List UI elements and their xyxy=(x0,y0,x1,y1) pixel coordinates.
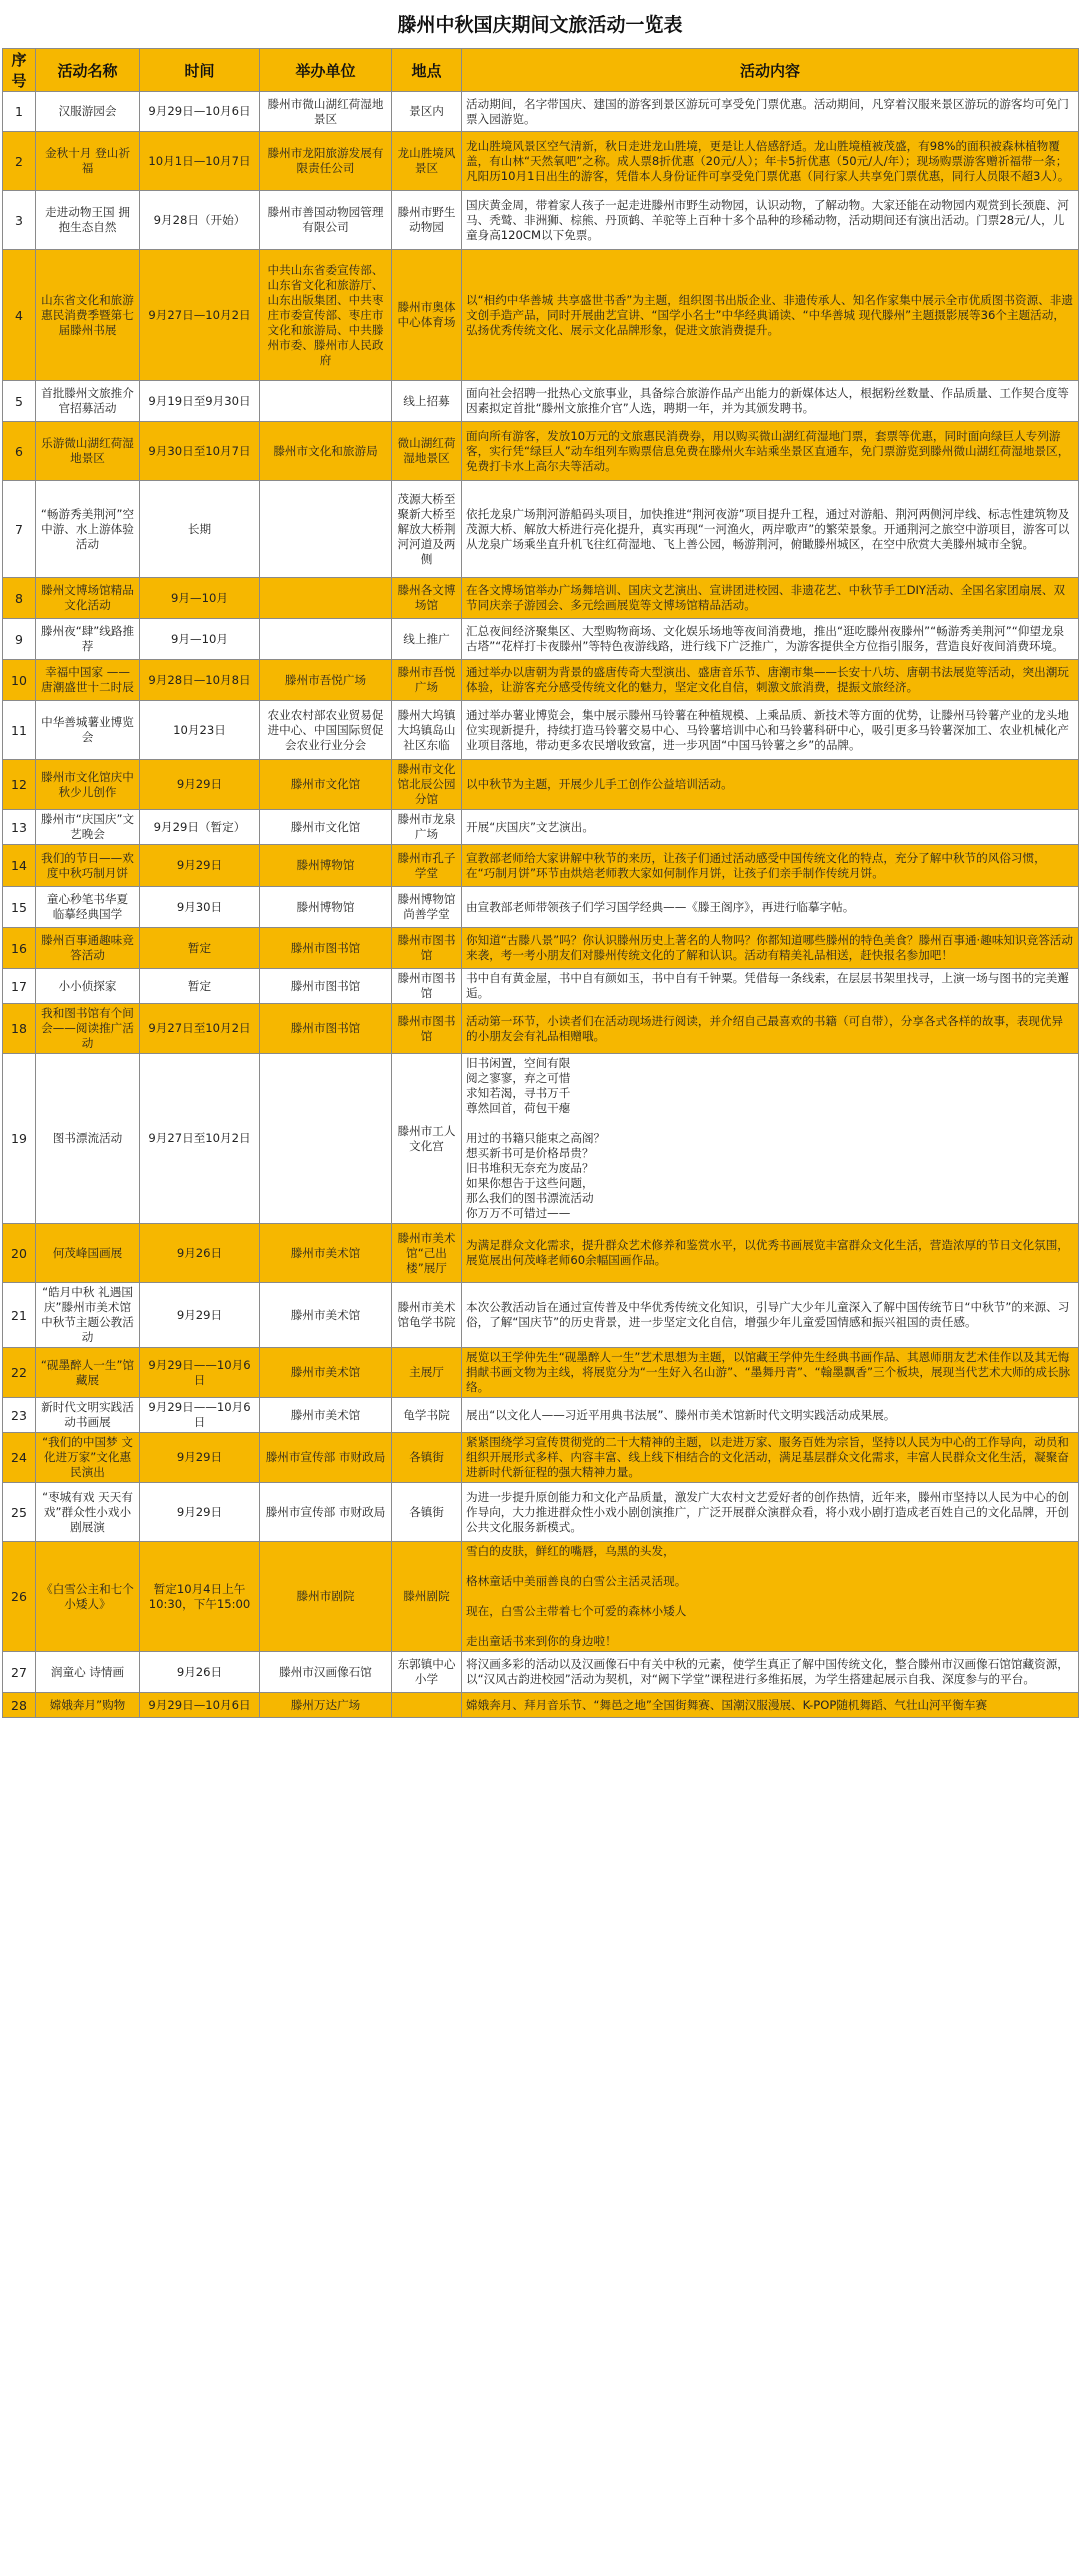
table-cell-place: 滕州市奥体中心体育场 xyxy=(392,250,462,381)
table-row xyxy=(3,191,1079,250)
table-cell-place: 线上招募 xyxy=(392,381,462,422)
table-cell-time: 9月19日至9月30日 xyxy=(140,381,260,422)
table-cell-content: 由宣教部老师带领孩子们学习国学经典——《滕王阁序》，再进行临摹字帖。 xyxy=(462,887,1079,928)
table-cell-place: 龙山胜境风景区 xyxy=(392,132,462,191)
table-cell-time: 9月29日 xyxy=(140,845,260,887)
table-cell-name: 新时代文明实践活动书画展 xyxy=(36,1398,140,1433)
table-cell-no: 2 xyxy=(3,132,36,191)
table-cell-no: 3 xyxy=(3,191,36,250)
table-cell-org: 滕州万达广场 xyxy=(260,1693,392,1718)
table-row xyxy=(3,928,1079,969)
table-cell-time: 9月26日 xyxy=(140,1224,260,1283)
table-cell-no: 23 xyxy=(3,1398,36,1433)
table-cell-no: 11 xyxy=(3,701,36,760)
header-time: 时间 xyxy=(140,49,260,92)
table-cell-name: 走进动物王国 拥抱生态自然 xyxy=(36,191,140,250)
table-body xyxy=(3,92,1079,1718)
table-cell-org: 中共山东省委宣传部、山东省文化和旅游厅、山东出版集团、中共枣庄市委宣传部、枣庄市文化和旅游局、中共滕州市委、滕州市人民政府 xyxy=(260,250,392,381)
table-row xyxy=(3,1542,1079,1652)
table-cell-time: 暂定10月4日上午10:30，下午15:00 xyxy=(140,1542,260,1652)
table-row xyxy=(3,701,1079,760)
table-row xyxy=(3,1398,1079,1433)
table-cell-time: 9月29日——10月6日 xyxy=(140,1398,260,1433)
table-cell-time: 暂定 xyxy=(140,928,260,969)
table-cell-place: 滕州市文化馆北辰公园分馆 xyxy=(392,760,462,810)
table-cell-place: 滕州博物馆尚善学堂 xyxy=(392,887,462,928)
header-content: 活动内容 xyxy=(462,49,1079,92)
table-cell-no: 8 xyxy=(3,578,36,619)
table-cell-place: 滕州市图书馆 xyxy=(392,969,462,1004)
table-cell-time: 9月28日（开始） xyxy=(140,191,260,250)
table-cell-name: 山东省文化和旅游惠民消费季暨第七届滕州书展 xyxy=(36,250,140,381)
table-cell-org: 滕州市剧院 xyxy=(260,1542,392,1652)
table-cell-content: 本次公教活动旨在通过宣传普及中华优秀传统文化知识，引导广大少年儿童深入了解中国传统节日“中秋节”的来源、习俗，了解“国庆节”的历史背景，进一步坚定文化自信，增强少年儿童爱国情感和振兴祖国的责任感。 xyxy=(462,1283,1079,1348)
table-cell-content: 依托龙泉广场荆河游船码头项目，加快推进“荆河夜游”项目提升工程，通过对游船、荆河两侧河岸线、标志性建筑物及茂源大桥、解放大桥进行亮化提升，真实再现“一河渔火，两岸歌声”的繁荣景象。开通荆河之旅空中游项目，游客可以从龙泉广场乘坐直升机飞往红荷湿地、飞上善公园，畅游荆河，俯瞰滕州城区，在空中欣赏大美滕州城市全貌。 xyxy=(462,481,1079,578)
table-cell-org: 滕州市微山湖红荷湿地景区 xyxy=(260,92,392,132)
table-cell-name: 图书漂流活动 xyxy=(36,1054,140,1224)
table-cell-place: 滕州市野生动物园 xyxy=(392,191,462,250)
table-cell-org xyxy=(260,578,392,619)
table-row xyxy=(3,1283,1079,1348)
table-cell-org: 滕州市宣传部 市财政局 xyxy=(260,1433,392,1483)
table-cell-no: 28 xyxy=(3,1693,36,1718)
table-cell-place: 各镇街 xyxy=(392,1483,462,1542)
table-cell-place: 微山湖红荷湿地景区 xyxy=(392,422,462,481)
table-cell-org: 滕州市龙阳旅游发展有限责任公司 xyxy=(260,132,392,191)
table-cell-org xyxy=(260,619,392,660)
table-row xyxy=(3,132,1079,191)
table-cell-content: 通过举办薯业博览会，集中展示滕州马铃薯在种植规模、上乘品质、新技术等方面的优势，让滕州马铃薯产业的龙头地位实现新提升，持续打造马铃薯交易中心、马铃薯培训中心和马铃薯科研中心，吸引更多马铃薯深加工、农业机械化产业项目落地，带动更多农民增收致富，进一步巩固“中国马铃薯之乡”的品牌。 xyxy=(462,701,1079,760)
table-cell-org: 滕州市美术馆 xyxy=(260,1398,392,1433)
table-cell-no: 14 xyxy=(3,845,36,887)
table-cell-org: 滕州博物馆 xyxy=(260,887,392,928)
table-cell-no: 10 xyxy=(3,660,36,701)
table-cell-place: 滕州市工人文化宫 xyxy=(392,1054,462,1224)
table-cell-org: 滕州市文化馆 xyxy=(260,760,392,810)
header-org: 举办单位 xyxy=(260,49,392,92)
table-row xyxy=(3,1433,1079,1483)
table-cell-time: 长期 xyxy=(140,481,260,578)
table-cell-name: 何茂峰国画展 xyxy=(36,1224,140,1283)
table-cell-org xyxy=(260,1054,392,1224)
table-cell-org: 滕州市文化馆 xyxy=(260,810,392,845)
table-cell-place: 滕州市美术馆“己出楼”展厅 xyxy=(392,1224,462,1283)
table-cell-content: 活动期间，名字带国庆、建国的游客到景区游玩可享受免门票优惠。活动期间，凡穿着汉服来景区游玩的游客均可免门票入园游览。 xyxy=(462,92,1079,132)
table-cell-content: 面向所有游客，发放10万元的文旅惠民消费券，用以购买微山湖红荷湿地门票，套票等优惠，同时面向绿巨人专列游客，实行凭“绿巨人”动车组列车购票信息免费在滕州火车站乘坐景区直通车，免门票游览到滕州微山湖红荷湿地景区，免费打卡水上高尔夫等活动。 xyxy=(462,422,1079,481)
table-cell-no: 21 xyxy=(3,1283,36,1348)
table-cell-no: 1 xyxy=(3,92,36,132)
header-name: 活动名称 xyxy=(36,49,140,92)
table-row xyxy=(3,1224,1079,1283)
table-cell-no: 13 xyxy=(3,810,36,845)
table-cell-no: 18 xyxy=(3,1004,36,1054)
table-cell-name: 滕州百事通趣味竞答活动 xyxy=(36,928,140,969)
table-row xyxy=(3,1054,1079,1224)
table-cell-name: 幸福中国家 ——唐潮盛世十二时辰 xyxy=(36,660,140,701)
table-cell-content: 开展“庆国庆”文艺演出。 xyxy=(462,810,1079,845)
table-cell-time: 9月26日 xyxy=(140,1652,260,1693)
table-cell-content: 宣教部老师给大家讲解中秋节的来历，让孩子们通过活动感受中国传统文化的特点，充分了解中秋节的风俗习惯，在“巧制月饼”环节由烘焙老师教大家如何制作月饼，让孩子们亲手制作传统月饼。 xyxy=(462,845,1079,887)
table-cell-time: 9月—10月 xyxy=(140,578,260,619)
table-cell-content: 国庆黄金周，带着家人孩子一起走进滕州市野生动物园，认识动物，了解动物。大家还能在动物园内观赏到长颈鹿、河马、秃鹫、非洲狮、棕熊、丹顶鹤、羊驼等上百种十多个品种的珍稀动物，活动期间还有演出活动。门票28元/人，儿童身高120CM以下免票。 xyxy=(462,191,1079,250)
table-cell-content: 以“相约中华善城 共享盛世书香”为主题，组织图书出版企业、非遗传承人、知名作家集中展示全市优质图书资源、非遗文创手造产品，同时开展曲艺宣讲、“国学小名士”中华经典诵读、“中华善城 现代滕州”主题摄影展等36个主题活动，弘扬优秀传统文化、展示文化品牌形象，促进文旅消费提升。 xyxy=(462,250,1079,381)
table-row xyxy=(3,887,1079,928)
table-header-row xyxy=(3,49,1079,92)
table-cell-place xyxy=(392,1693,462,1718)
table-row xyxy=(3,422,1079,481)
table-cell-no: 9 xyxy=(3,619,36,660)
table-cell-content: 书中自有黄金屋，书中自有颜如玉，书中自有千钟粟。凭借每一条线索，在层层书架里找寻，上演一场与图书的完美邂逅。 xyxy=(462,969,1079,1004)
table-cell-name: 我们的节日——欢度中秋巧制月饼 xyxy=(36,845,140,887)
table-cell-name: 汉服游园会 xyxy=(36,92,140,132)
table-cell-content: 旧书闲置，空间有限 阅之寥寥，弃之可惜 求知若渴，寻书万千 尊然回首，荷包干瘪 用过的书籍只能束之高阁？ 想买新书可是价格昂贵？ 旧书堆积无奈充为废品？ 如果你想告于这些问题， 那么我们的图书漂流活动 你万万不可错过—— xyxy=(462,1054,1079,1224)
table-cell-place: 主展厅 xyxy=(392,1348,462,1398)
table-cell-time: 9月29日——10月6日 xyxy=(140,1348,260,1398)
table-cell-time: 9月29日 xyxy=(140,1483,260,1542)
table-cell-time: 9月28日—10月8日 xyxy=(140,660,260,701)
table-cell-place: 景区内 xyxy=(392,92,462,132)
table-cell-org: 滕州市吾悦广场 xyxy=(260,660,392,701)
table-cell-content: 展出“以文化人——习近平用典书法展”、滕州市美术馆新时代文明实践活动成果展。 xyxy=(462,1398,1079,1433)
table-cell-org: 农业农村部农业贸易促进中心、中国国际贸促会农业行业分会 xyxy=(260,701,392,760)
table-cell-place: 滕州市图书馆 xyxy=(392,928,462,969)
table-cell-org: 滕州市文化和旅游局 xyxy=(260,422,392,481)
table-cell-org: 滕州市图书馆 xyxy=(260,969,392,1004)
table-cell-no: 25 xyxy=(3,1483,36,1542)
table-cell-time: 9月29日 xyxy=(140,760,260,810)
table-cell-place: 滕州市孔子学堂 xyxy=(392,845,462,887)
table-cell-no: 19 xyxy=(3,1054,36,1224)
table-cell-name: 我和图书馆有个间会——阅读推广活动 xyxy=(36,1004,140,1054)
table-cell-name: 金秋十月 登山祈福 xyxy=(36,132,140,191)
table-cell-place: 龟学书院 xyxy=(392,1398,462,1433)
table-cell-place: 滕州各文博场馆 xyxy=(392,578,462,619)
table-cell-name: 乐游微山湖红荷湿地景区 xyxy=(36,422,140,481)
table-cell-time: 9月27日—10月2日 xyxy=(140,250,260,381)
activity-table xyxy=(2,48,1079,1718)
table-row xyxy=(3,1004,1079,1054)
table-cell-no: 22 xyxy=(3,1348,36,1398)
table-cell-content: 展览以王学仲先生“砚墨醉人一生”艺术思想为主题，以馆藏王学仲先生经典书画作品、其恩师朋友艺术佳作以及其无悔捐献书画文物为主线，将展览分为“一生好入名山游”、“墨舞丹青”、“翰墨飘香”三个板块，展现当代艺术大师的成长脉络。 xyxy=(462,1348,1079,1398)
table-cell-content: 为满足群众文化需求，提升群众艺术修养和鉴赏水平，以优秀书画展览丰富群众文化生活，营造浓厚的节日文化氛围，展览展出何茂峰老师60余幅国画作品。 xyxy=(462,1224,1079,1283)
table-cell-org: 滕州博物馆 xyxy=(260,845,392,887)
table-row xyxy=(3,250,1079,381)
table-cell-time: 9月30日至10月7日 xyxy=(140,422,260,481)
table-cell-content: 在各文博场馆举办广场舞培训、国庆文艺演出、宣讲团进校园、非遗花艺、中秋节手工DIY活动、全国名家团扇展、双节同庆亲子游园会、多元绘画展览等文博场馆精品活动。 xyxy=(462,578,1079,619)
table-cell-name: 首批滕州文旅推介官招募活动 xyxy=(36,381,140,422)
table-row xyxy=(3,969,1079,1004)
table-cell-org: 滕州市美术馆 xyxy=(260,1224,392,1283)
table-cell-name: 滕州市文化馆庆中秋少儿创作 xyxy=(36,760,140,810)
table-cell-org: 滕州市图书馆 xyxy=(260,1004,392,1054)
table-cell-org: 滕州市美术馆 xyxy=(260,1283,392,1348)
table-cell-name: 滕州文博场馆精品文化活动 xyxy=(36,578,140,619)
table-cell-name: 滕州市“庆国庆”文艺晚会 xyxy=(36,810,140,845)
table-cell-content: 雪白的皮肤，鲜红的嘴唇，乌黑的头发， 格林童话中美丽善良的白雪公主活灵活现。 现在，白雪公主带着七个可爱的森林小矮人 走出童话书来到你的身边啦！ xyxy=(462,1542,1079,1652)
table-cell-place: 滕州市图书馆 xyxy=(392,1004,462,1054)
table-cell-place: 滕州市美术馆龟学书院 xyxy=(392,1283,462,1348)
table-row xyxy=(3,760,1079,810)
table-cell-time: 10月1日—10月7日 xyxy=(140,132,260,191)
table-cell-name: 润童心 诗情画 xyxy=(36,1652,140,1693)
table-cell-name: 嫦娥奔月”购物 xyxy=(36,1693,140,1718)
table-cell-name: 童心秒笔书华夏 临摹经典国学 xyxy=(36,887,140,928)
table-cell-time: 10月23日 xyxy=(140,701,260,760)
table-cell-org xyxy=(260,381,392,422)
table-cell-content: 通过举办以唐朝为背景的盛唐传奇大型演出、盛唐音乐节、唐潮市集——长安十八坊、唐朝书法展览等活动，突出潮玩体验，让游客充分感受传统文化的魅力，坚定文化自信，刺激文旅消费，提振文旅经济。 xyxy=(462,660,1079,701)
table-cell-org: 滕州市汉画像石馆 xyxy=(260,1652,392,1693)
table-cell-place: 线上推广 xyxy=(392,619,462,660)
table-cell-no: 12 xyxy=(3,760,36,810)
table-cell-name: “我们的中国梦 文化进万家”文化惠民演出 xyxy=(36,1433,140,1483)
table-row xyxy=(3,1652,1079,1693)
table-cell-content: 活动第一环节，小读者们在活动现场进行阅读，并介绍自己最喜欢的书籍（可自带），分享各式各样的故事，表现优异的小朋友会有礼品相赠哦。 xyxy=(462,1004,1079,1054)
table-cell-time: 9月—10月 xyxy=(140,619,260,660)
table-cell-no: 24 xyxy=(3,1433,36,1483)
header-no: 序号 xyxy=(3,49,36,92)
table-cell-content: 紧紧围绕学习宣传贯彻党的二十大精神的主题，以走进万家、服务百姓为宗旨，坚持以人民为中心的工作导向，动员和组织开展形式多样、内容丰富、线上线下相结合的文化活动，满足基层群众文化需求，丰富人民群众文化生活，凝聚奋进新时代新征程的强大精神力量。 xyxy=(462,1433,1079,1483)
table-cell-name: “皓月中秋 礼遇国庆”滕州市美术馆中秋节主题公教活动 xyxy=(36,1283,140,1348)
table-cell-content: 面向社会招聘一批热心文旅事业，具备综合旅游作品产出能力的新媒体达人，根据粉丝数量、作品质量、工作契合度等因素拟定首批“滕州文旅推介官”人选，聘期一年，并为其颁发聘书。 xyxy=(462,381,1079,422)
table-cell-time: 9月27日至10月2日 xyxy=(140,1054,260,1224)
table-row xyxy=(3,381,1079,422)
table-cell-content: 你知道“古滕八景”吗？你认识滕州历史上著名的人物吗？你都知道哪些滕州的特色美食？滕州百事通·趣味知识竞答活动来袭，考一考小朋友们对滕州传统文化的了解和认识。活动有精美礼品相送，赶快报名参加吧！ xyxy=(462,928,1079,969)
table-row xyxy=(3,810,1079,845)
table-cell-content: 汇总夜间经济聚集区、大型购物商场、文化娱乐场地等夜间消费地，推出“逛吃滕州夜滕州”“畅游秀美荆河”“仰望龙泉古塔”“花样打卡夜滕州”等特色夜游线路，进行线下广泛推广，为游客提供全方位指引服务，营造良好夜间消费环境。 xyxy=(462,619,1079,660)
table-cell-time: 9月29日（暂定） xyxy=(140,810,260,845)
table-cell-place: 滕州市龙泉广场 xyxy=(392,810,462,845)
table-row xyxy=(3,92,1079,132)
table-cell-name: “畅游秀美荆河”空中游、水上游体验活动 xyxy=(36,481,140,578)
table-cell-no: 15 xyxy=(3,887,36,928)
table-cell-org xyxy=(260,481,392,578)
page-title: 滕州中秋国庆期间文旅活动一览表 xyxy=(397,14,683,36)
table-cell-time: 暂定 xyxy=(140,969,260,1004)
table-cell-name: “枣城有戏 天天有戏”群众性小戏小剧展演 xyxy=(36,1483,140,1542)
table-cell-org: 滕州市图书馆 xyxy=(260,928,392,969)
table-cell-place: 滕州大坞镇大坞镇岛山社区东临 xyxy=(392,701,462,760)
table-cell-place: 茂源大桥至聚新大桥至解放大桥荆河河道及两侧 xyxy=(392,481,462,578)
table-cell-time: 9月29日—10月6日 xyxy=(140,92,260,132)
table-cell-name: 滕州夜“肆”线路推荐 xyxy=(36,619,140,660)
table-cell-name: 中华善城薯业博览会 xyxy=(36,701,140,760)
table-cell-no: 27 xyxy=(3,1652,36,1693)
table-row xyxy=(3,845,1079,887)
table-cell-org: 滕州市宣传部 市财政局 xyxy=(260,1483,392,1542)
table-cell-content: 龙山胜境风景区空气清新，秋日走进龙山胜境，更是让人倍感舒适。龙山胜境植被茂盛，有98%的面积被森林植物覆盖，有山林“天然氧吧”之称。成人票8折优惠（20元/人）；年卡5折优惠（50元/人/年）；现场购票游客赠祈福带一条；凡阳历10月1日出生的游客，凭借本人身份证件可享受免门票优惠（同行家人共享免门票优惠，同行人员限不超3人）。 xyxy=(462,132,1079,191)
table-cell-content: 嫦娥奔月、拜月音乐节、“舞邑之地”全国街舞赛、国潮汉服漫展、K-POP随机舞蹈、气壮山河平衡车赛 xyxy=(462,1693,1079,1718)
table-cell-no: 17 xyxy=(3,969,36,1004)
table-cell-name: 《白雪公主和七个小矮人》 xyxy=(36,1542,140,1652)
table-cell-name: 小小侦探家 xyxy=(36,969,140,1004)
table-cell-time: 9月29日 xyxy=(140,1283,260,1348)
table-cell-place: 各镇街 xyxy=(392,1433,462,1483)
table-row xyxy=(3,1693,1079,1718)
table-cell-place: 滕州剧院 xyxy=(392,1542,462,1652)
table-cell-content: 将汉画多彩的活动以及汉画像石中有关中秋的元素，使学生真正了解中国传统文化，整合滕州市汉画像石馆馆藏资源，以“汉风古韵进校园”活动为契机，对“阙下学堂”课程进行多维拓展，为学生搭建起展示自我、深度参与的平台。 xyxy=(462,1652,1079,1693)
table-cell-no: 20 xyxy=(3,1224,36,1283)
header-place: 地点 xyxy=(392,49,462,92)
table-cell-no: 4 xyxy=(3,250,36,381)
table-row xyxy=(3,481,1079,578)
table-cell-no: 26 xyxy=(3,1542,36,1652)
table-cell-content: 以中秋节为主题，开展少儿手工创作公益培训活动。 xyxy=(462,760,1079,810)
table-cell-no: 6 xyxy=(3,422,36,481)
table-cell-org: 滕州市善国动物园管理有限公司 xyxy=(260,191,392,250)
table-cell-no: 7 xyxy=(3,481,36,578)
table-cell-name: “砚墨醉人一生”馆藏展 xyxy=(36,1348,140,1398)
table-row xyxy=(3,619,1079,660)
table-row xyxy=(3,578,1079,619)
table-cell-content: 为进一步提升原创能力和文化产品质量，激发广大农村文艺爱好者的创作热情，近年来，滕州市坚持以人民为中心的创作导向，大力推进群众性小戏小剧创演推广，广泛开展群众演群众看，将小戏小剧打造成老百姓自己的文化品牌，开创公共文化服务新模式。 xyxy=(462,1483,1079,1542)
table-cell-org: 滕州市美术馆 xyxy=(260,1348,392,1398)
table-cell-time: 9月29日 xyxy=(140,1433,260,1483)
table-row xyxy=(3,1483,1079,1542)
table-row xyxy=(3,660,1079,701)
table-cell-no: 5 xyxy=(3,381,36,422)
table-cell-time: 9月30日 xyxy=(140,887,260,928)
table-cell-place: 滕州市吾悦广场 xyxy=(392,660,462,701)
table-row xyxy=(3,1348,1079,1398)
table-cell-no: 16 xyxy=(3,928,36,969)
table-cell-time: 9月29日—10月6日 xyxy=(140,1693,260,1718)
table-cell-place: 东郭镇中心小学 xyxy=(392,1652,462,1693)
table-cell-time: 9月27日至10月2日 xyxy=(140,1004,260,1054)
